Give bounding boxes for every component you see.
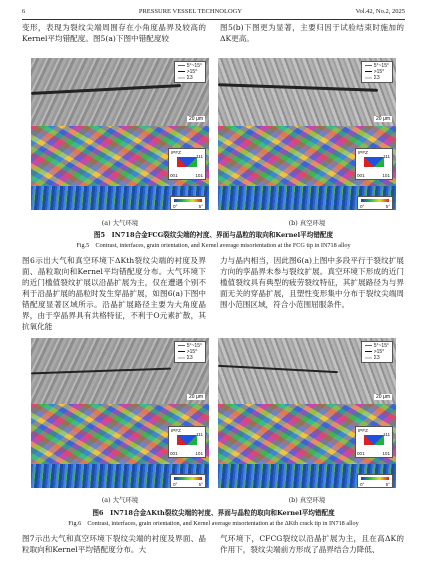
fig5-sub-b: (b) 真空环境 [288, 219, 326, 227]
kam-lo: 0° [360, 204, 365, 209]
ipf-111: 111 [196, 154, 203, 159]
kam-gradient [174, 477, 202, 480]
legend-swatch-hagb [365, 351, 372, 353]
ipf-triangle-icon [364, 157, 384, 167]
ipf-001: 001 [170, 173, 178, 178]
paragraph-3-left: 图7示出大气和真空环境下裂纹尖端的衬度及界面、晶粒取向和Kernel平均错配度分布。大 [22, 534, 206, 554]
fig6-caption-cn: 图6 IN718合金ΔKth裂纹尖端的衬度、界面与晶粒的取向和Kernel平均错配度 [92, 509, 335, 517]
fig6-caption-en: Fig.6 Contrast, interfaces, grain orientation, and Kernel average misorientation at the ΔKth crack tip in IN718 alloy [68, 520, 359, 527]
paragraph-3-right: 气环境下，CFCG裂纹以沿晶扩展为主，且在高ΔK的作用下，裂纹尖端前方形成了晶界结合力降低、 [220, 534, 404, 554]
fig6-sub-b: (b) 真空环境 [288, 496, 326, 504]
legend-item: >15° [373, 349, 385, 355]
legend-item: Σ3 [186, 75, 193, 81]
boundary-legend [174, 341, 206, 363]
ipf-triangle-icon [177, 435, 197, 445]
journal-name: PRESSURE VESSEL TECHNOLOGY [138, 7, 243, 15]
legend-swatch-twin [365, 77, 372, 79]
paragraph-2-right: 力与晶内相当，因此图6(a)上图中多段平行于裂纹扩展方向的孪晶界未参与裂纹扩展。真空环境下形成的近门槛值裂纹具有典型的疲劳裂纹特征，其扩展路径为与界面无关的穿晶扩展，且塑性变形集中分布于裂纹尖端周围小范围区域，符合小范围屈服条件。 [220, 256, 404, 309]
ipf-label: IPFZ [358, 150, 368, 155]
kam-hi: 5° [198, 204, 203, 209]
legend-swatch-twin [365, 357, 372, 359]
running-header [22, 5, 405, 20]
ipf-101: 101 [382, 451, 390, 456]
paragraph-1-left: 变形，表现为裂纹尖端周围存在小角度晶界及较高的Kernel平均错配度。图5(a)下图中错配度较 [22, 23, 206, 43]
ipf-key [355, 148, 393, 180]
kam-hi: 5° [385, 204, 390, 209]
legend-item: >15° [373, 69, 385, 75]
kam-colorbar [170, 474, 206, 488]
ipf-101: 101 [195, 173, 203, 178]
ipf-101: 101 [195, 451, 203, 456]
ipf-label: IPFZ [171, 150, 181, 155]
legend-item: 5°~15° [373, 63, 389, 69]
fig5-sub-a: (a) 大气环境 [101, 219, 139, 227]
ipf-key [168, 148, 206, 180]
boundary-legend [361, 341, 393, 363]
ipf-label: IPFZ [171, 428, 181, 433]
ipf-key [168, 426, 206, 458]
legend-item: 5°~15° [186, 343, 202, 349]
scale-bar: 20 μm [189, 116, 203, 122]
kam-lo: 0° [173, 204, 178, 209]
kam-hi: 5° [385, 482, 390, 487]
kam-gradient [361, 199, 389, 202]
fig5-panel-b [218, 58, 396, 210]
kam-gradient [174, 199, 202, 202]
fig6-sub-a: (a) 大气环境 [101, 496, 139, 504]
volume-info: Vol.42, No.2, 2025 [355, 7, 405, 15]
legend-item: Σ3 [373, 75, 380, 81]
paragraph-1-right: 图5(b)下图更为显著，主要归因于试验结束时施加的ΔK更高。 [220, 23, 404, 43]
scale-bar: 20 μm [376, 394, 390, 400]
ipf-111: 111 [383, 154, 390, 159]
legend-swatch-lagb [365, 345, 372, 347]
boundary-legend [361, 61, 393, 83]
kam-colorbar [357, 196, 393, 210]
ipf-001: 001 [357, 173, 365, 178]
legend-swatch-twin [178, 357, 185, 359]
ipf-001: 001 [170, 451, 178, 456]
scale-bar: 20 μm [376, 116, 390, 122]
fig5-panel-a [31, 58, 209, 210]
kam-gradient [361, 477, 389, 480]
scale-bar: 20 μm [189, 394, 203, 400]
legend-swatch-hagb [178, 351, 185, 353]
ipf-triangle-icon [177, 157, 197, 167]
paragraph-2-left: 图6示出大气和真空环境下ΔKth裂纹尖端的衬度及界面、晶粒取向和Kernel平均错配度分布。大气环境下的近门槛值裂纹扩展以沿晶扩展为主，仅在遭遇个别不利于沿晶扩展的晶粒时发生穿晶扩展，如图6(a)下图中错配度显著区域所示。沿晶扩展路径主要为大角度晶界，由于孪晶界具有共格特征，不利于O元素扩散，其抗氧化能 [22, 256, 206, 331]
legend-swatch-twin [178, 77, 185, 79]
boundary-legend [174, 61, 206, 83]
legend-swatch-hagb [365, 71, 372, 73]
legend-swatch-lagb [178, 345, 185, 347]
kam-hi: 5° [198, 482, 203, 487]
legend-swatch-lagb [365, 65, 372, 67]
fig5-caption-en: Fig.5 Contrast, interfaces, grain orientation, and Kernel average misorientation at the FCG tip in IN718 alloy [76, 242, 351, 249]
ipf-101: 101 [382, 173, 390, 178]
legend-item: >15° [186, 69, 198, 75]
ipf-triangle-icon [364, 435, 384, 445]
ipf-label: IPFZ [358, 428, 368, 433]
legend-swatch-hagb [178, 71, 185, 73]
kam-colorbar [357, 474, 393, 488]
fig5-caption-cn: 图5 IN718合金FCG裂纹尖端的衬度、界面与晶粒的取向和Kernel平均错配度 [93, 231, 334, 239]
legend-item: 5°~15° [373, 343, 389, 349]
page-number: 6 [22, 7, 26, 15]
ipf-key [355, 426, 393, 458]
legend-item: >15° [186, 349, 198, 355]
legend-item: Σ3 [373, 355, 380, 361]
fig6-panel-a [31, 338, 209, 488]
legend-item: Σ3 [186, 355, 193, 361]
ipf-111: 111 [383, 432, 390, 437]
ipf-111: 111 [196, 432, 203, 437]
legend-item: 5°~15° [186, 63, 202, 69]
ipf-001: 001 [357, 451, 365, 456]
fig6-panel-b [218, 338, 396, 488]
kam-colorbar [170, 196, 206, 210]
kam-lo: 0° [173, 482, 178, 487]
legend-swatch-lagb [178, 65, 185, 67]
kam-lo: 0° [360, 482, 365, 487]
